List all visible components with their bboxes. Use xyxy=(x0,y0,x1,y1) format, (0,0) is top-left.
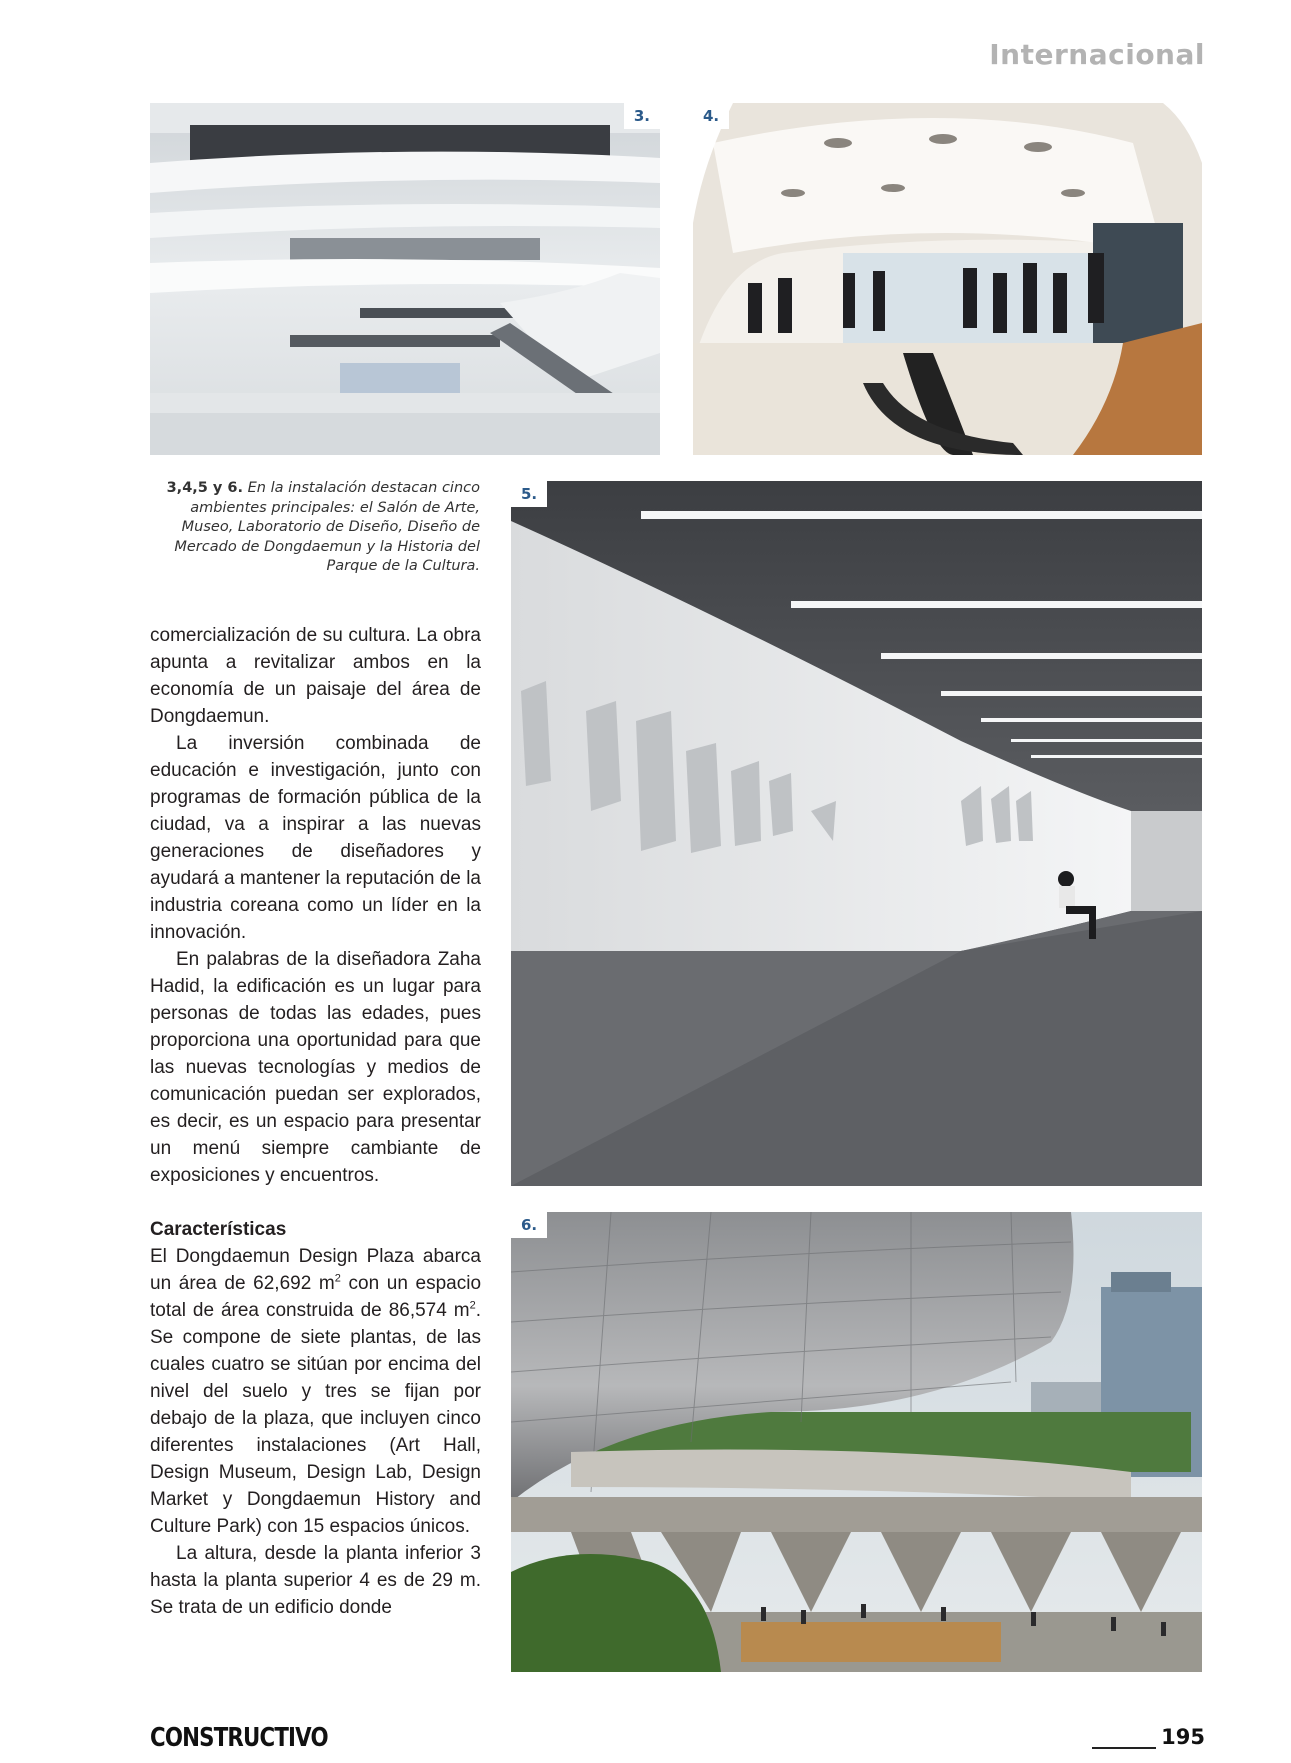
figure-number-4: 4. xyxy=(693,103,729,129)
body-paragraph: En palabras de la diseñadora Zaha Hadid, la edificación es un lugar para personas de todas las edades, pues proporciona una oportunidad para que las nuevas tecnologías y medios de comunicación puedan ser explorados, es decir, es un espacio para presentar un menú siempre cambiante de exposiciones y encuentros. xyxy=(150,949,481,1186)
body-paragraph: comercialización de su cultura. La obra apunta a revitalizar ambos en la economía de un paisaje del área de Dongdaemun. xyxy=(150,625,481,727)
photo-exterior xyxy=(511,1212,1202,1672)
figure-number-5: 5. xyxy=(511,481,547,507)
figure-number-6: 6. xyxy=(511,1212,547,1238)
body-paragraph: El Dongdaemun Design Plaza abarca un área de 62,692 $m^2$ con un espacio total de área construida de 86,574 $m^2$. Se compone de siete plantas, de las cuales cuatro se sitúan por encima del nivel del suelo y tres se fijan por debajo de la plaza, que incluyen cinco diferentes instalaciones (Art Hall, Design Museum, Design Lab, Design Market y Dongdaemun History and Culture Park) con 15 espacios únicos. xyxy=(150,1246,482,1537)
footer-rule xyxy=(1092,1747,1156,1749)
magazine-logo: CONSTRUCTIVO xyxy=(150,1723,328,1753)
figure-number-3: 3. xyxy=(624,103,660,129)
body-paragraph: La inversión combinada de educación e investigación, junto con programas de formación pública de la ciudad, va a inspirar a las nuevas generaciones de diseñadores y ayudará a mantener la reputación de la industria coreana como un líder en la innovación. xyxy=(150,733,481,943)
caption-text: En la instalación destacan cinco ambientes principales: el Salón de Arte, Museo, Laboratorio de Diseño, Diseño de Mercado de Dongdaemun y la Historia del Parque de la Cultura. xyxy=(174,480,480,574)
photo-interior-atrium xyxy=(150,103,660,455)
photo-corridor xyxy=(511,481,1202,1186)
section-title: Internacional xyxy=(989,38,1205,71)
caption-lead: 3,4,5 y 6. xyxy=(166,480,244,496)
figure-caption xyxy=(150,479,480,577)
subheading: Características xyxy=(150,1219,287,1240)
page-number: 195 xyxy=(1161,1725,1205,1749)
photo-lobby xyxy=(693,103,1202,455)
body-paragraph: La altura, desde la planta inferior 3 hasta la planta superior 4 es de 29 m. Se trata de un edificio donde xyxy=(150,1543,481,1618)
body-text-column xyxy=(150,622,481,1621)
